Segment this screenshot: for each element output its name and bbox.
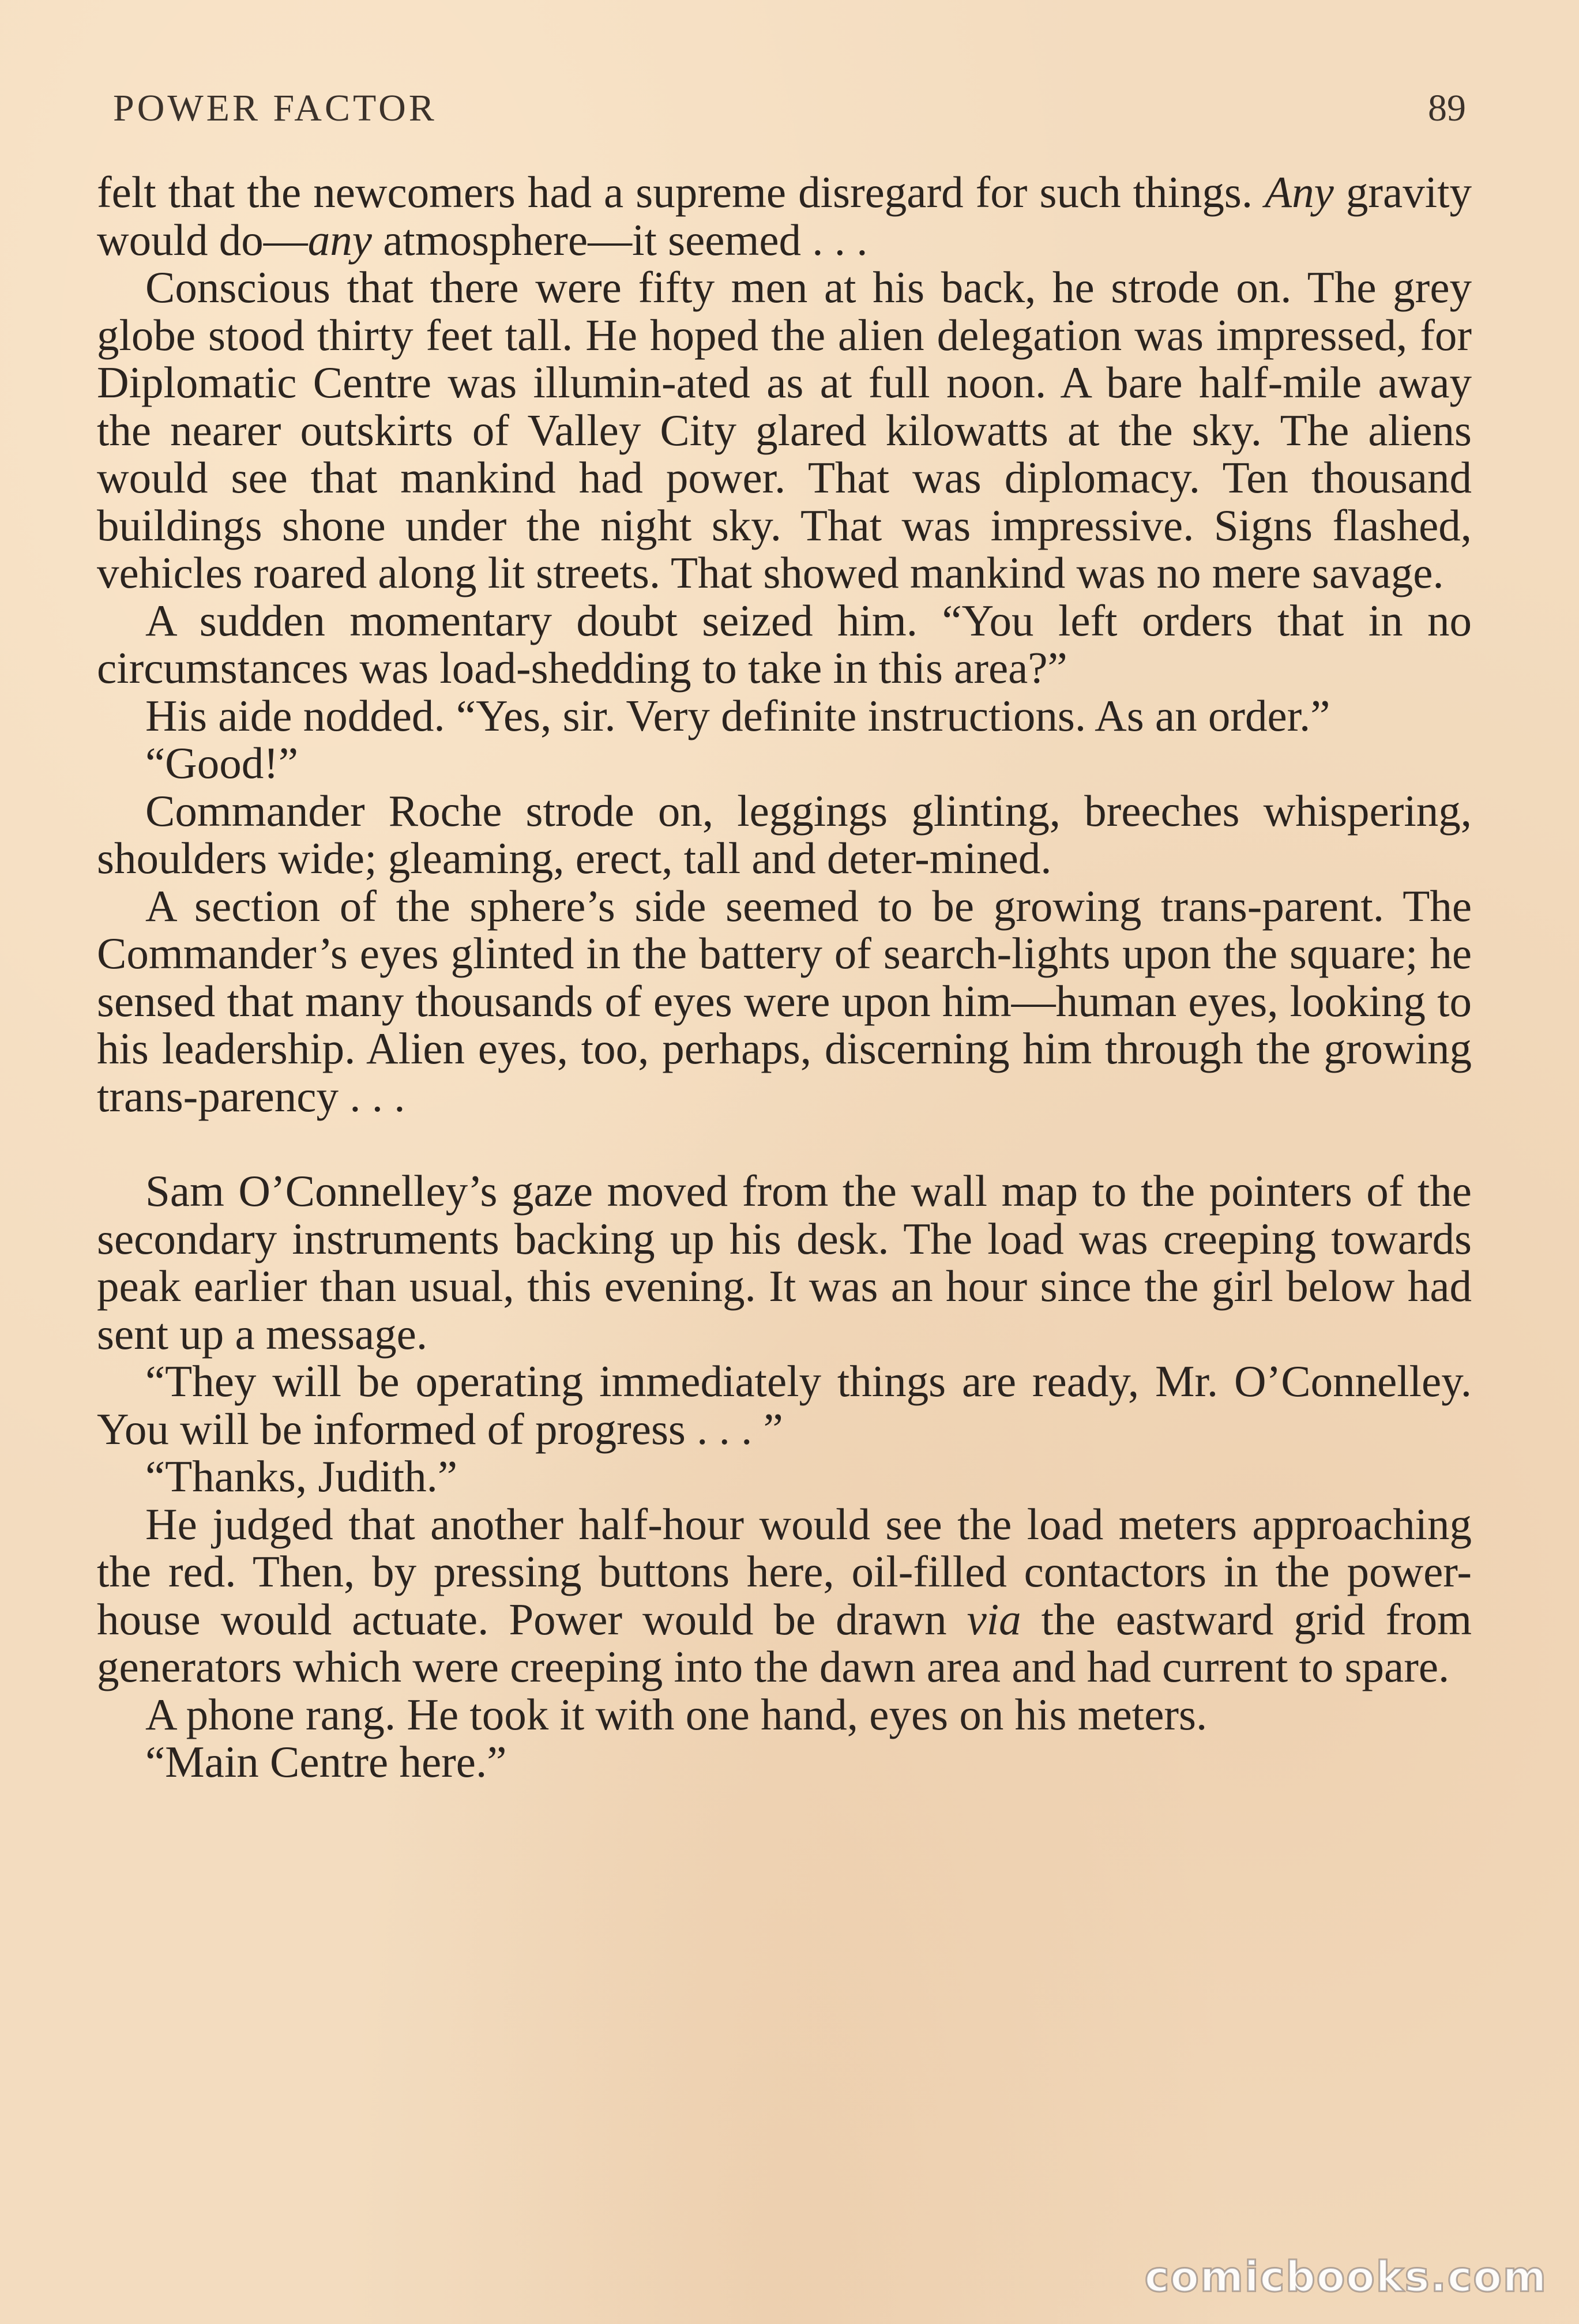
running-title: POWER FACTOR: [113, 87, 437, 129]
paragraph-11: [97, 1501, 1472, 1691]
paragraph-1-part-c: gravity would do—: [97, 167, 1472, 265]
paragraph-1: [97, 168, 1472, 264]
watermark-logo: comicbooks.com: [1144, 2252, 1547, 2301]
italic-any-2: any: [307, 215, 372, 265]
paragraph-6: Commander Roche strode on, leggings glinting, breeches whispering, shoulders wide; gleaming, erect, tall and deter-mined.: [97, 785, 1472, 883]
paragraph-13: “Main Centre here.”: [145, 1737, 507, 1787]
page-number: 89: [1428, 87, 1466, 129]
body-text: [97, 168, 1472, 1786]
paragraph-2: Conscious that there were fifty men at his back, he strode on. The grey globe stood thirty feet tall. He hoped the alien delegation was impressed, for Diplomatic Centre was illumin-ated as at full noon. A bare half-mile away the nearer outskirts of Valley City glared kilowatts at the sky. The aliens would see that mankind had power. That was diplomacy. Ten thousand buildings shone under the night sky. That was impressive. Signs flashed, vehicles roared along lit streets. That showed mankind was no mere savage.: [97, 262, 1472, 597]
paragraph-5: “Good!”: [145, 738, 299, 788]
paragraph-12: A phone rang. He took it with one hand, eyes on his meters.: [145, 1689, 1208, 1739]
paragraph-3: A sudden momentary doubt seized him. “You left orders that in no circumstances was load-shedding to take in this area?”: [97, 595, 1472, 693]
paragraph-8: Sam O’Connelley’s gaze moved from the wall map to the pointers of the secondary instruments backing up his desk. The load was creeping towards peak earlier than usual, this evening. It was an hour since the girl below had sent up a message.: [97, 1166, 1472, 1359]
italic-via: via: [967, 1594, 1021, 1644]
paragraph-11-part-a: He judged that another half-hour would see the load meters approaching the red. Then, by pressing buttons here, oil-filled contactors in the power-house would actuate. Power would be drawn: [97, 1499, 1472, 1644]
paragraph-10: “Thanks, Judith.”: [145, 1451, 458, 1501]
paragraph-1-part-e: atmosphere—it seemed . . .: [371, 215, 868, 265]
paragraph-1-part-a: felt that the newcomers had a supreme disregard for such things.: [97, 167, 1265, 217]
italic-any-1: Any: [1265, 167, 1334, 217]
paragraph-9: “They will be operating immediately things are ready, Mr. O’Connelley. You will be informed of progress . . . ”: [97, 1356, 1472, 1454]
paragraph-11-part-c: the eastward grid from generators which were creeping into the dawn area and had current to spare.: [97, 1594, 1472, 1691]
paragraph-7: A section of the sphere’s side seemed to be growing trans-parent. The Commander’s eyes glinted in the battery of search-lights upon the square; he sensed that many thousands of eyes were upon him—human eyes, looking to his leadership. Alien eyes, too, perhaps, discerning him through the growing trans-parency . . .: [97, 881, 1472, 1121]
paragraph-4: His aide nodded. “Yes, sir. Very definite instructions. As an order.”: [145, 690, 1330, 740]
section-break: [97, 1120, 1472, 1167]
